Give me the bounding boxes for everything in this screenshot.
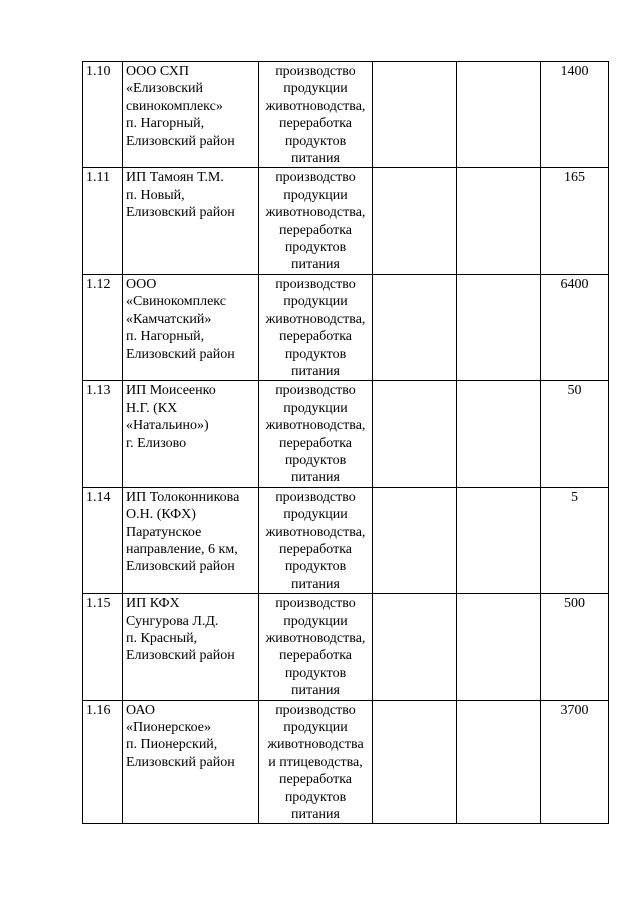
- enterprise-name-line: «Пионерское»: [126, 720, 211, 736]
- enterprise-name-cell: [123, 594, 259, 700]
- row-number: 1.16: [83, 700, 123, 824]
- enterprise-name-cell: [123, 274, 259, 380]
- capacity-value: 5: [541, 487, 609, 593]
- table-body: [83, 62, 609, 824]
- capacity-value: 3700: [541, 700, 609, 824]
- enterprise-name-line: Паратунское: [126, 524, 202, 540]
- activity-line: производство: [275, 64, 356, 79]
- row-number: 1.14: [83, 487, 123, 593]
- activity-cell: [259, 62, 373, 168]
- enterprise-name-line: ООО: [126, 276, 157, 292]
- row-number: 1.15: [83, 594, 123, 700]
- row-number: 1.11: [83, 168, 123, 274]
- empty-cell-col4: [373, 487, 457, 593]
- enterprise-table: [82, 61, 609, 824]
- activity-cell: [259, 381, 373, 487]
- capacity-value: 165: [541, 168, 609, 274]
- enterprise-name-line: Елизовский район: [126, 754, 235, 770]
- activity-line: питания: [291, 151, 340, 167]
- activity-line: переработка: [279, 116, 352, 132]
- row-number: 1.13: [83, 381, 123, 487]
- table-row: [83, 381, 609, 487]
- enterprise-name-cell: [123, 168, 259, 274]
- activity-line: производство: [275, 596, 356, 612]
- table-row: [83, 594, 609, 700]
- activity-cell: [259, 487, 373, 593]
- row-number: 1.10: [83, 62, 123, 168]
- enterprise-name-line: Елизовский район: [126, 205, 235, 221]
- activity-line: переработка: [279, 541, 352, 557]
- enterprise-name-line: Н.Г. (КХ: [126, 400, 178, 416]
- activity-line: переработка: [279, 435, 352, 451]
- table-row: [83, 487, 609, 593]
- enterprise-name-line: ИП Тамоян Т.М.: [126, 170, 224, 186]
- activity-line: продукции: [283, 81, 348, 97]
- activity-line: животноводства,: [265, 524, 366, 540]
- activity-line: продукции: [283, 720, 348, 736]
- empty-cell-col4: [373, 594, 457, 700]
- activity-line: продуктов: [284, 559, 347, 575]
- activity-line: производство: [275, 489, 356, 505]
- empty-cell-col4: [373, 700, 457, 824]
- activity-line: питания: [291, 683, 340, 699]
- activity-line: питания: [291, 363, 340, 379]
- activity-line: животноводства,: [265, 205, 366, 221]
- activity-line: производство: [275, 170, 356, 186]
- enterprise-name-line: г. Елизово: [126, 435, 187, 451]
- enterprise-name-line: Елизовский район: [126, 346, 235, 362]
- activity-line: питания: [291, 470, 340, 486]
- enterprise-name-line: п. Новый,: [126, 187, 185, 203]
- empty-cell-col5: [457, 487, 541, 593]
- table-row: [83, 700, 609, 824]
- enterprise-name-line: Елизовский район: [126, 559, 235, 575]
- activity-line: продукции: [283, 294, 348, 310]
- enterprise-name-line: ИП Моисеенко: [126, 383, 216, 399]
- activity-cell: [259, 700, 373, 824]
- capacity-value: 6400: [541, 274, 609, 380]
- empty-cell-col4: [373, 62, 457, 168]
- enterprise-name-line: п. Пионерский,: [126, 737, 218, 753]
- empty-cell-col4: [373, 168, 457, 274]
- enterprise-name-line: «Елизовский: [126, 81, 204, 97]
- activity-line: животноводства,: [265, 311, 366, 327]
- enterprise-name-line: свинокомплекс»: [126, 98, 223, 114]
- enterprise-name-line: ИП КФХ: [126, 596, 180, 612]
- activity-line: продуктов: [284, 346, 347, 362]
- activity-line: переработка: [279, 329, 352, 345]
- enterprise-name-line: п. Красный,: [126, 631, 198, 646]
- capacity-value: 50: [541, 381, 609, 487]
- activity-line: продуктов: [284, 133, 347, 149]
- enterprise-name-cell: [123, 700, 259, 824]
- activity-cell: [259, 274, 373, 380]
- enterprise-name-line: ООО СХП: [126, 64, 190, 79]
- activity-line: продуктов: [284, 452, 347, 468]
- activity-line: переработка: [279, 772, 352, 788]
- activity-line: переработка: [279, 648, 352, 664]
- enterprise-name-line: п. Нагорный,: [126, 329, 205, 345]
- enterprise-name-line: п. Нагорный,: [126, 116, 205, 132]
- enterprise-name-line: Елизовский район: [126, 133, 235, 149]
- enterprise-name-cell: [123, 381, 259, 487]
- activity-line: животноводства: [267, 737, 364, 753]
- activity-line: животноводства,: [265, 98, 366, 114]
- activity-cell: [259, 594, 373, 700]
- activity-line: питания: [291, 576, 340, 592]
- activity-line: продуктов: [284, 789, 347, 805]
- capacity-value: 1400: [541, 62, 609, 168]
- enterprise-name-line: «Натальино»): [126, 418, 209, 434]
- enterprise-name-line: ИП Толоконникова: [126, 489, 240, 505]
- enterprise-name-line: О.Н. (КФХ): [126, 507, 196, 523]
- enterprise-name-cell: [123, 487, 259, 593]
- activity-line: продукции: [283, 613, 348, 629]
- empty-cell-col5: [457, 274, 541, 380]
- activity-cell: [259, 168, 373, 274]
- empty-cell-col5: [457, 168, 541, 274]
- table-row: [83, 274, 609, 380]
- activity-line: животноводства,: [265, 418, 366, 434]
- activity-line: производство: [275, 383, 356, 399]
- activity-line: переработка: [279, 222, 352, 238]
- activity-line: продукции: [283, 400, 348, 416]
- activity-line: производство: [275, 702, 356, 718]
- enterprise-name-line: Сунгурова Л.Д.: [126, 613, 219, 629]
- enterprise-name-line: Елизовский район: [126, 648, 235, 664]
- empty-cell-col4: [373, 274, 457, 380]
- empty-cell-col4: [373, 381, 457, 487]
- enterprise-name-line: «Свинокомплекс: [126, 294, 226, 310]
- row-number: 1.12: [83, 274, 123, 380]
- activity-line: продукции: [283, 187, 348, 203]
- empty-cell-col5: [457, 62, 541, 168]
- capacity-value: 500: [541, 594, 609, 700]
- enterprise-name-line: направление, 6 км,: [126, 541, 238, 557]
- activity-line: продуктов: [284, 240, 347, 256]
- enterprise-name-line: ОАО: [126, 702, 155, 718]
- enterprise-name-cell: [123, 62, 259, 168]
- empty-cell-col5: [457, 700, 541, 824]
- activity-line: животноводства,: [265, 631, 366, 646]
- activity-line: производство: [275, 276, 356, 292]
- enterprise-name-line: «Камчатский»: [126, 311, 212, 327]
- table-row: [83, 168, 609, 274]
- table-row: [83, 62, 609, 168]
- activity-line: и птицеводства,: [268, 754, 363, 770]
- activity-line: продукции: [283, 507, 348, 523]
- activity-line: питания: [291, 807, 340, 823]
- activity-line: питания: [291, 257, 340, 273]
- activity-line: продуктов: [284, 665, 347, 681]
- empty-cell-col5: [457, 594, 541, 700]
- empty-cell-col5: [457, 381, 541, 487]
